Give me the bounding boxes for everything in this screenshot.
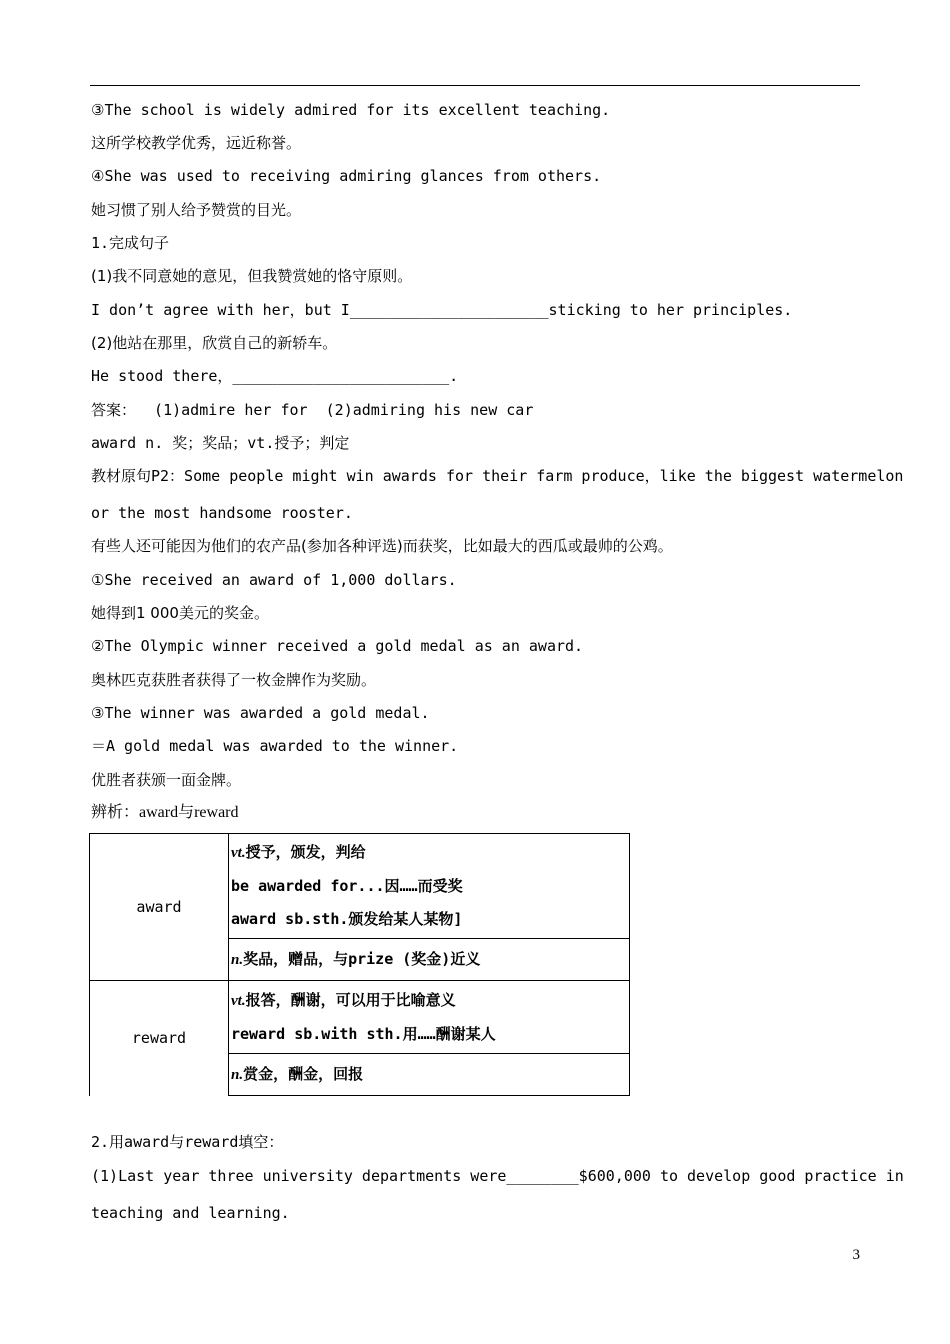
pos-label: n. <box>231 951 244 968</box>
comparison-heading: 辨析：award与reward <box>91 804 239 821</box>
table-word-reward: reward <box>90 981 229 1096</box>
award-example-2: ②The Olympic winner received a gold medal as an award. <box>91 637 584 655</box>
textbook-translation: 有些人还可能因为他们的农产品(参加各种评选)而获奖，比如最大的西瓜或最帅的公鸡。 <box>91 537 673 555</box>
exercise-heading-2: 2.用award与reward填空： <box>91 1133 284 1151</box>
pos-label: vt. <box>231 845 246 861</box>
translation-4: 她习惯了别人给予赞赏的目光。 <box>91 201 302 219</box>
exercise-heading-1: 1.完成句子 <box>91 234 170 252</box>
exercise-2-1-sentence: (1)Last year three university departments were________$600,000 to develop good practice in <box>91 1167 904 1185</box>
award-translation-1: 她得到1 000美元的奖金。 <box>91 604 269 622</box>
comparison-table <box>89 833 630 1096</box>
reward-n-definition: 赏金，酬金，回报 <box>243 1064 364 1083</box>
textbook-sentence: 教材原句P2：Some people might win awards for their farm produce，like the biggest watermelon <box>91 467 904 485</box>
award-example-1: ①She received an award of 1,000 dollars. <box>91 571 457 589</box>
reward-vt-example-1: reward sb.with sth.用……酬谢某人 <box>231 1024 496 1043</box>
table-word-award: award <box>90 834 229 981</box>
example-sentence-4: ④She was used to receiving admiring glances from others. <box>91 167 602 185</box>
exercise-1-prompt: (1)我不同意她的意见，但我赞赏她的恪守原则。 <box>91 267 413 285</box>
example-sentence-3: ③The school is widely admired for its excellent teaching. <box>91 101 611 119</box>
page-number: 3 <box>852 1247 860 1263</box>
answer-line: 答案： (1)admire her for (2)admiring his new car <box>91 401 534 419</box>
translation-3: 这所学校教学优秀，远近称誉。 <box>91 134 302 152</box>
vocab-award-heading: award n. 奖；奖品；vt.授予；判定 <box>91 434 350 452</box>
table-row <box>90 834 630 939</box>
exercise-1-sentence: I don’t agree with her，but I______________________sticking to her principles. <box>91 301 793 319</box>
exercise-2-sentence: He stood there，________________________. <box>91 367 459 385</box>
award-translation-2: 奥林匹克获胜者获得了一枚金牌作为奖励。 <box>91 671 377 689</box>
award-example-3: ③The winner was awarded a gold medal. <box>91 704 430 722</box>
award-translation-3: 优胜者获颁一面金牌。 <box>91 771 242 789</box>
award-vt-cell <box>229 834 630 939</box>
reward-vt-cell <box>229 981 630 1054</box>
pos-label: vt. <box>231 992 246 1009</box>
exercise-2-prompt: (2)他站在那里，欣赏自己的新轿车。 <box>91 334 338 352</box>
award-n-definition: 奖品，赠品，与prize (奖金)近义 <box>243 949 481 968</box>
header-rule <box>90 85 860 86</box>
pos-label: n. <box>231 1066 244 1083</box>
award-vt-definition: 授予，颁发，判给 <box>245 843 366 861</box>
table-row <box>90 981 630 1054</box>
award-vt-example-2: award sb.sth.颁发给某人某物] <box>231 910 463 928</box>
award-n-cell <box>229 939 630 981</box>
award-vt-example-1: be awarded for...因……而受奖 <box>231 877 463 895</box>
award-example-3-passive: ＝A gold medal was awarded to the winner. <box>91 737 459 755</box>
reward-n-cell <box>229 1054 630 1096</box>
reward-vt-definition: 报答，酬谢，可以用于比喻意义 <box>245 990 456 1009</box>
exercise-2-1-sentence-cont: teaching and learning. <box>91 1204 290 1222</box>
textbook-sentence-cont: or the most handsome rooster. <box>91 504 353 522</box>
